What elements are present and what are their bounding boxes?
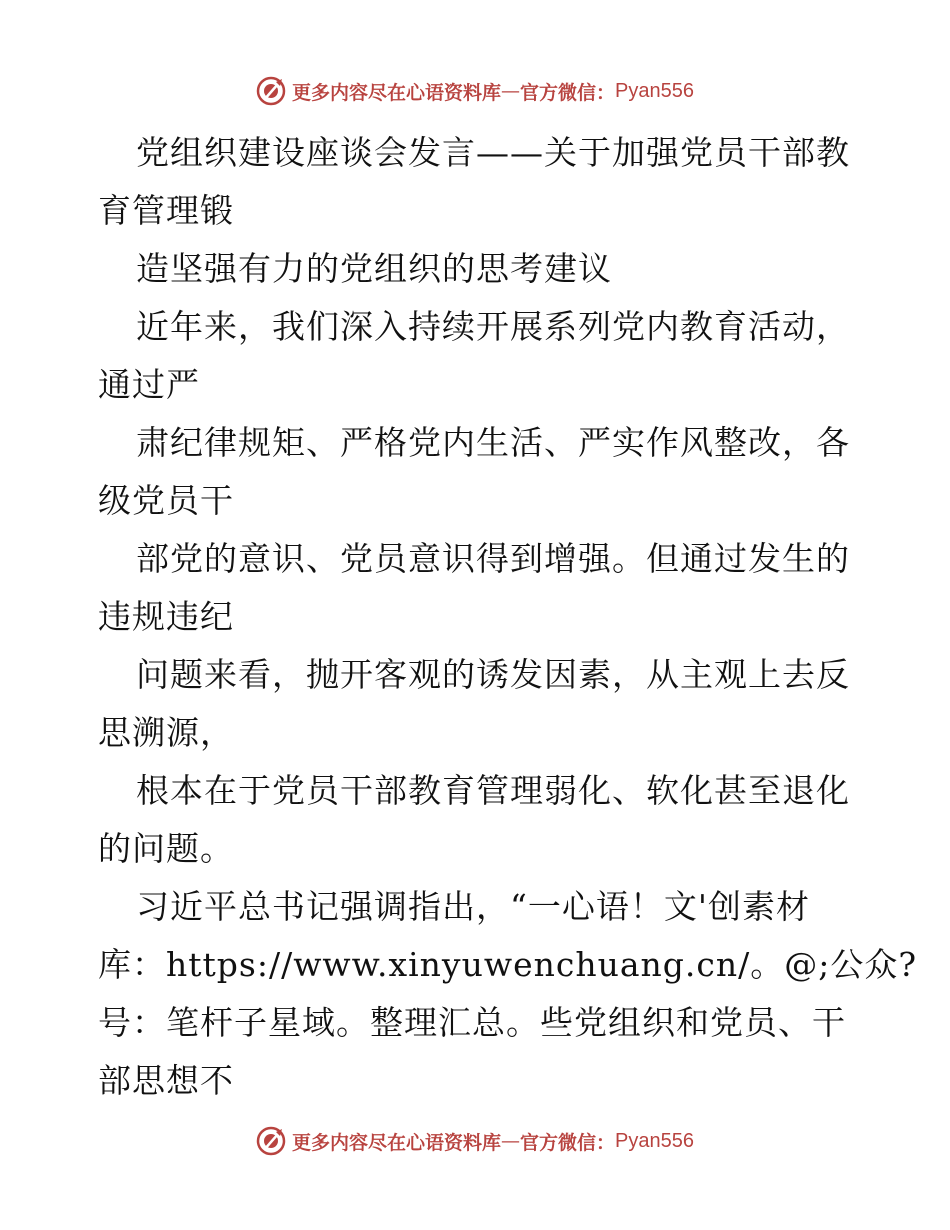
logo-icon bbox=[256, 1126, 286, 1156]
text-line: 近年来，我们深入持续开展系列党内教育活动， bbox=[136, 307, 850, 346]
document-body bbox=[98, 124, 918, 1110]
banner-wechat-id: Pyan556 bbox=[615, 1129, 694, 1152]
text-line: 部思想不 bbox=[98, 1061, 234, 1100]
banner-label: 官方微信： bbox=[520, 81, 616, 104]
banner-separator: — bbox=[501, 1130, 521, 1152]
text-line: 的问题。 bbox=[98, 829, 234, 868]
footer-banner bbox=[0, 1124, 950, 1158]
banner-text: 更多内容尽在心语资料库 bbox=[292, 81, 502, 104]
text-line: 党组织建设座谈会发言——关于加强党员干部教 bbox=[136, 133, 850, 172]
text-line: 习近平总书记强调指出，“一心语！文'创素材 bbox=[136, 887, 810, 926]
text-line: 违规违纪 bbox=[98, 597, 234, 636]
text-line: 库：https://www.xinyuwenchuang.cn/。@;公众? bbox=[98, 945, 918, 984]
text-line: 问题来看，抛开客观的诱发因素，从主观上去反 bbox=[136, 655, 850, 694]
banner-wechat-id: Pyan556 bbox=[615, 79, 694, 102]
banner-label: 官方微信： bbox=[520, 1131, 616, 1154]
header-banner bbox=[0, 74, 950, 108]
text-line: 肃纪律规矩、严格党内生活、严实作风整改，各 bbox=[136, 423, 850, 462]
text-line: 通过严 bbox=[98, 365, 200, 404]
logo-icon bbox=[256, 76, 286, 106]
text-line: 思溯源， bbox=[98, 713, 234, 752]
banner-text: 更多内容尽在心语资料库 bbox=[292, 1131, 502, 1154]
text-line: 级党员干 bbox=[98, 481, 234, 520]
banner-separator: — bbox=[501, 80, 521, 102]
text-line: 育管理锻 bbox=[98, 191, 234, 230]
text-line: 部党的意识、党员意识得到增强。但通过发生的 bbox=[136, 539, 850, 578]
text-line: 造坚强有力的党组织的思考建议 bbox=[136, 249, 612, 288]
text-line: 号：笔杆子星域。整理汇总。些党组织和党员、干 bbox=[98, 1003, 846, 1042]
text-line: 根本在于党员干部教育管理弱化、软化甚至退化 bbox=[136, 771, 850, 810]
